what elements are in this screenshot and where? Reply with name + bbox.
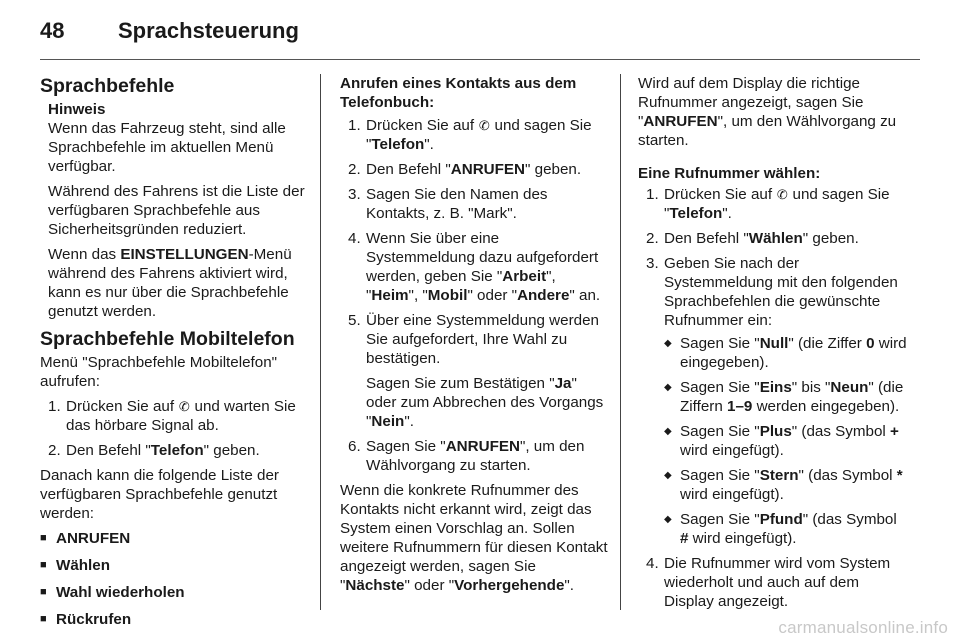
list-item: ◆ Sagen Sie "Pfund" (das Symbol # wird eingefügt). — [664, 510, 908, 548]
steps-list — [40, 397, 308, 460]
section-title-mobiltelefon: Sprachbefehle Mobiltelefon — [40, 328, 295, 350]
after-text: Danach kann die folgende Liste der verfügbaren Sprachbefehle genutzt werden: — [40, 467, 279, 522]
header-divider — [40, 59, 920, 60]
steps-list — [340, 116, 608, 475]
subsection-title: Anrufen eines Kontakts aus dem Telefonbuch: — [340, 75, 577, 111]
digit-commands-list — [664, 334, 908, 548]
commands-list — [40, 529, 308, 629]
column-1 — [40, 74, 308, 637]
list-item: 1. Drücken Sie auf ✆ und sagen Sie "Telefon". — [646, 186, 890, 222]
steps-list — [638, 185, 908, 611]
subsection-title: Eine Rufnummer wählen: — [638, 165, 821, 182]
list-item: 6. Sagen Sie "ANRUFEN", um den Wählvorgang zu starten. — [348, 438, 585, 474]
paragraph-call: Wird auf dem Display die richtige Rufnummer angezeigt, sagen Sie "ANRUFEN", um den Wählvorgang zu starten. — [638, 75, 897, 149]
note-paragraph-3: Wenn das EINSTELLUNGEN-Menü während des Fahrens aktiviert wird, kann es nur über die Sprachbefehle genutzt werden. — [48, 246, 292, 320]
list-item: ■ Rückrufen — [40, 610, 308, 629]
phone-voice-icon: ✆ — [478, 118, 490, 133]
column-3 — [638, 74, 908, 617]
column-2 — [340, 74, 608, 601]
step-5-sub: Sagen Sie zum Bestätigen "Ja" oder zum Abbrechen des Vorgangs "Nein". — [366, 375, 604, 430]
watermark: carmanualsonline.info — [778, 618, 948, 637]
list-item: 4. Die Rufnummer wird vom System wiederholt und auch auf dem Display angezeigt. — [646, 555, 891, 610]
list-item: 5. Über eine Systemmeldung werden Sie aufgefordert, Ihre Wahl zu bestätigen. Sagen Sie zum Bestätigen "Ja" oder zum Abbrechen des Vorgangs "Nein". — [340, 311, 608, 431]
list-item: 2. Den Befehl "ANRUFEN" geben. — [348, 161, 582, 178]
list-item: 2. Den Befehl "Telefon" geben. — [48, 442, 260, 459]
column-divider — [620, 74, 621, 610]
list-item: 1. Drücken Sie auf ✆ und sagen Sie "Telefon". — [348, 117, 592, 153]
page-number: 48 — [40, 18, 65, 43]
list-item: ■ Wählen — [40, 556, 308, 575]
list-item: ◆ Sagen Sie "Eins" bis "Neun" (die Ziffern 1–9 werden eingegeben). — [664, 378, 908, 416]
list-item: ■ ANRUFEN — [40, 529, 308, 548]
note-title: Hinweis — [48, 101, 106, 118]
column-divider — [320, 74, 321, 610]
page-header — [40, 18, 920, 60]
list-item: 3. Sagen Sie den Namen des Kontakts, z. B. "Mark". — [348, 186, 548, 222]
intro-text: Menü "Sprachbefehle Mobiltelefon" aufrufen: — [40, 354, 278, 390]
paragraph-suggestion: Wenn die konkrete Rufnummer des Kontakts nicht erkannt wird, zeigt das System einen Vorschlag an. Sollen weitere Rufnummern für diesen Kontakt angezeigt werden, sagen Sie "Nächste" oder "Vorhergehende". — [340, 482, 608, 594]
note-block — [40, 100, 308, 321]
note-paragraph-2: Während des Fahrens ist die Liste der verfügbaren Sprachbefehle aus Sicherheitsgründen reduziert. — [48, 183, 305, 238]
list-item: 3. Geben Sie nach der Systemmeldung mit den folgenden Sprachbefehlen die gewünschte Rufnummer ein: ◆ Sagen Sie "Null" (die Ziffer 0 wird eingegeben). ◆ Sagen Sie "Eins" bis "Neun" (die Ziffern 1–9 werden eingegeben). ◆ Sagen Sie "Plus" (das Symbol + wird eingefügt). ◆ Sagen Sie "Stern" (das Symbol * wird eingefügt). ◆ Sagen Sie "Pfund" (das Symbol # wird eingefügt). — [638, 254, 908, 548]
list-item: ◆ Sagen Sie "Plus" (das Symbol + wird eingefügt). — [664, 422, 908, 460]
phone-voice-icon: ✆ — [178, 399, 190, 414]
list-item: ◆ Sagen Sie "Null" (die Ziffer 0 wird eingegeben). — [664, 334, 908, 372]
list-item: 2. Den Befehl "Wählen" geben. — [646, 230, 859, 247]
page-title: Sprachsteuerung — [118, 18, 299, 43]
list-item: ■ Wahl wiederholen — [40, 583, 308, 602]
list-item: 1. Drücken Sie auf ✆ und warten Sie das hörbare Signal ab. — [48, 398, 296, 434]
list-item: 4. Wenn Sie über eine Systemmeldung dazu aufgefordert werden, geben Sie "Arbeit", "Heim", "Mobil" oder "Andere" an. — [348, 230, 601, 304]
note-paragraph-1: Wenn das Fahrzeug steht, sind alle Sprachbefehle im aktuellen Menü verfügbar. — [48, 120, 286, 175]
phone-voice-icon: ✆ — [776, 187, 788, 202]
list-item: ◆ Sagen Sie "Stern" (das Symbol * wird eingefügt). — [664, 466, 908, 504]
section-title-sprachbefehle: Sprachbefehle — [40, 75, 175, 97]
